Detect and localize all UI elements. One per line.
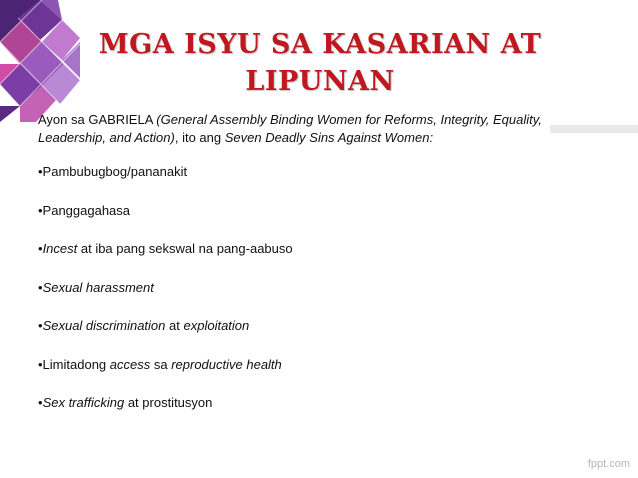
- bullet-list: [38, 163, 293, 433]
- bullet-text-italic: reproductive health: [171, 356, 282, 372]
- bullet-text: •: [38, 279, 43, 295]
- bullet-item: [38, 394, 293, 433]
- bullet-item: [38, 317, 293, 356]
- title-line-2: LIPUNAN: [245, 66, 395, 97]
- bullet-text: •Pambubugbog/pananakit: [38, 164, 188, 179]
- bullet-text: •Limitadong: [38, 356, 110, 372]
- bullet-text-italic: access: [109, 356, 151, 372]
- intro-text-4: Seven Deadly Sins Against Women:: [224, 130, 434, 145]
- intro-text-1: Ayon sa GABRIELA: [38, 112, 157, 127]
- title-line-1: MGA ISYU SA KASARIAN AT: [98, 29, 542, 60]
- bullet-text: at prostitusyon: [124, 395, 213, 410]
- bullet-text: •: [38, 241, 43, 256]
- intro-paragraph: [38, 111, 608, 147]
- bullet-text-italic: exploitation: [183, 318, 250, 333]
- intro-text-3: , ito ang: [174, 130, 225, 145]
- bullet-text-italic: Sexual discrimination: [42, 318, 166, 333]
- bullet-item: [38, 163, 293, 202]
- bullet-item: [38, 202, 293, 241]
- bullet-text: •: [38, 318, 43, 333]
- bullet-text: at iba pang sekswal na pang-aabuso: [77, 241, 293, 256]
- bullet-text: •: [38, 395, 43, 410]
- bullet-text: sa: [150, 356, 172, 372]
- bullet-text-italic: Sexual harassment: [42, 279, 154, 295]
- bullet-item: [38, 356, 293, 395]
- bullet-text: at: [165, 318, 184, 333]
- bullet-item: [38, 240, 293, 279]
- bullet-text: •Panggagahasa: [38, 202, 131, 218]
- bullet-text-italic: Incest: [42, 241, 78, 256]
- bullet-item: [38, 279, 293, 318]
- intro-text-2: (General Assembly Binding Women for Reforms, Integrity, Equality, Leadership, and Action): [38, 112, 542, 145]
- bullet-text-italic: Sex trafficking: [42, 395, 125, 410]
- slide-title: [60, 26, 580, 100]
- watermark: fppt.com: [587, 458, 630, 470]
